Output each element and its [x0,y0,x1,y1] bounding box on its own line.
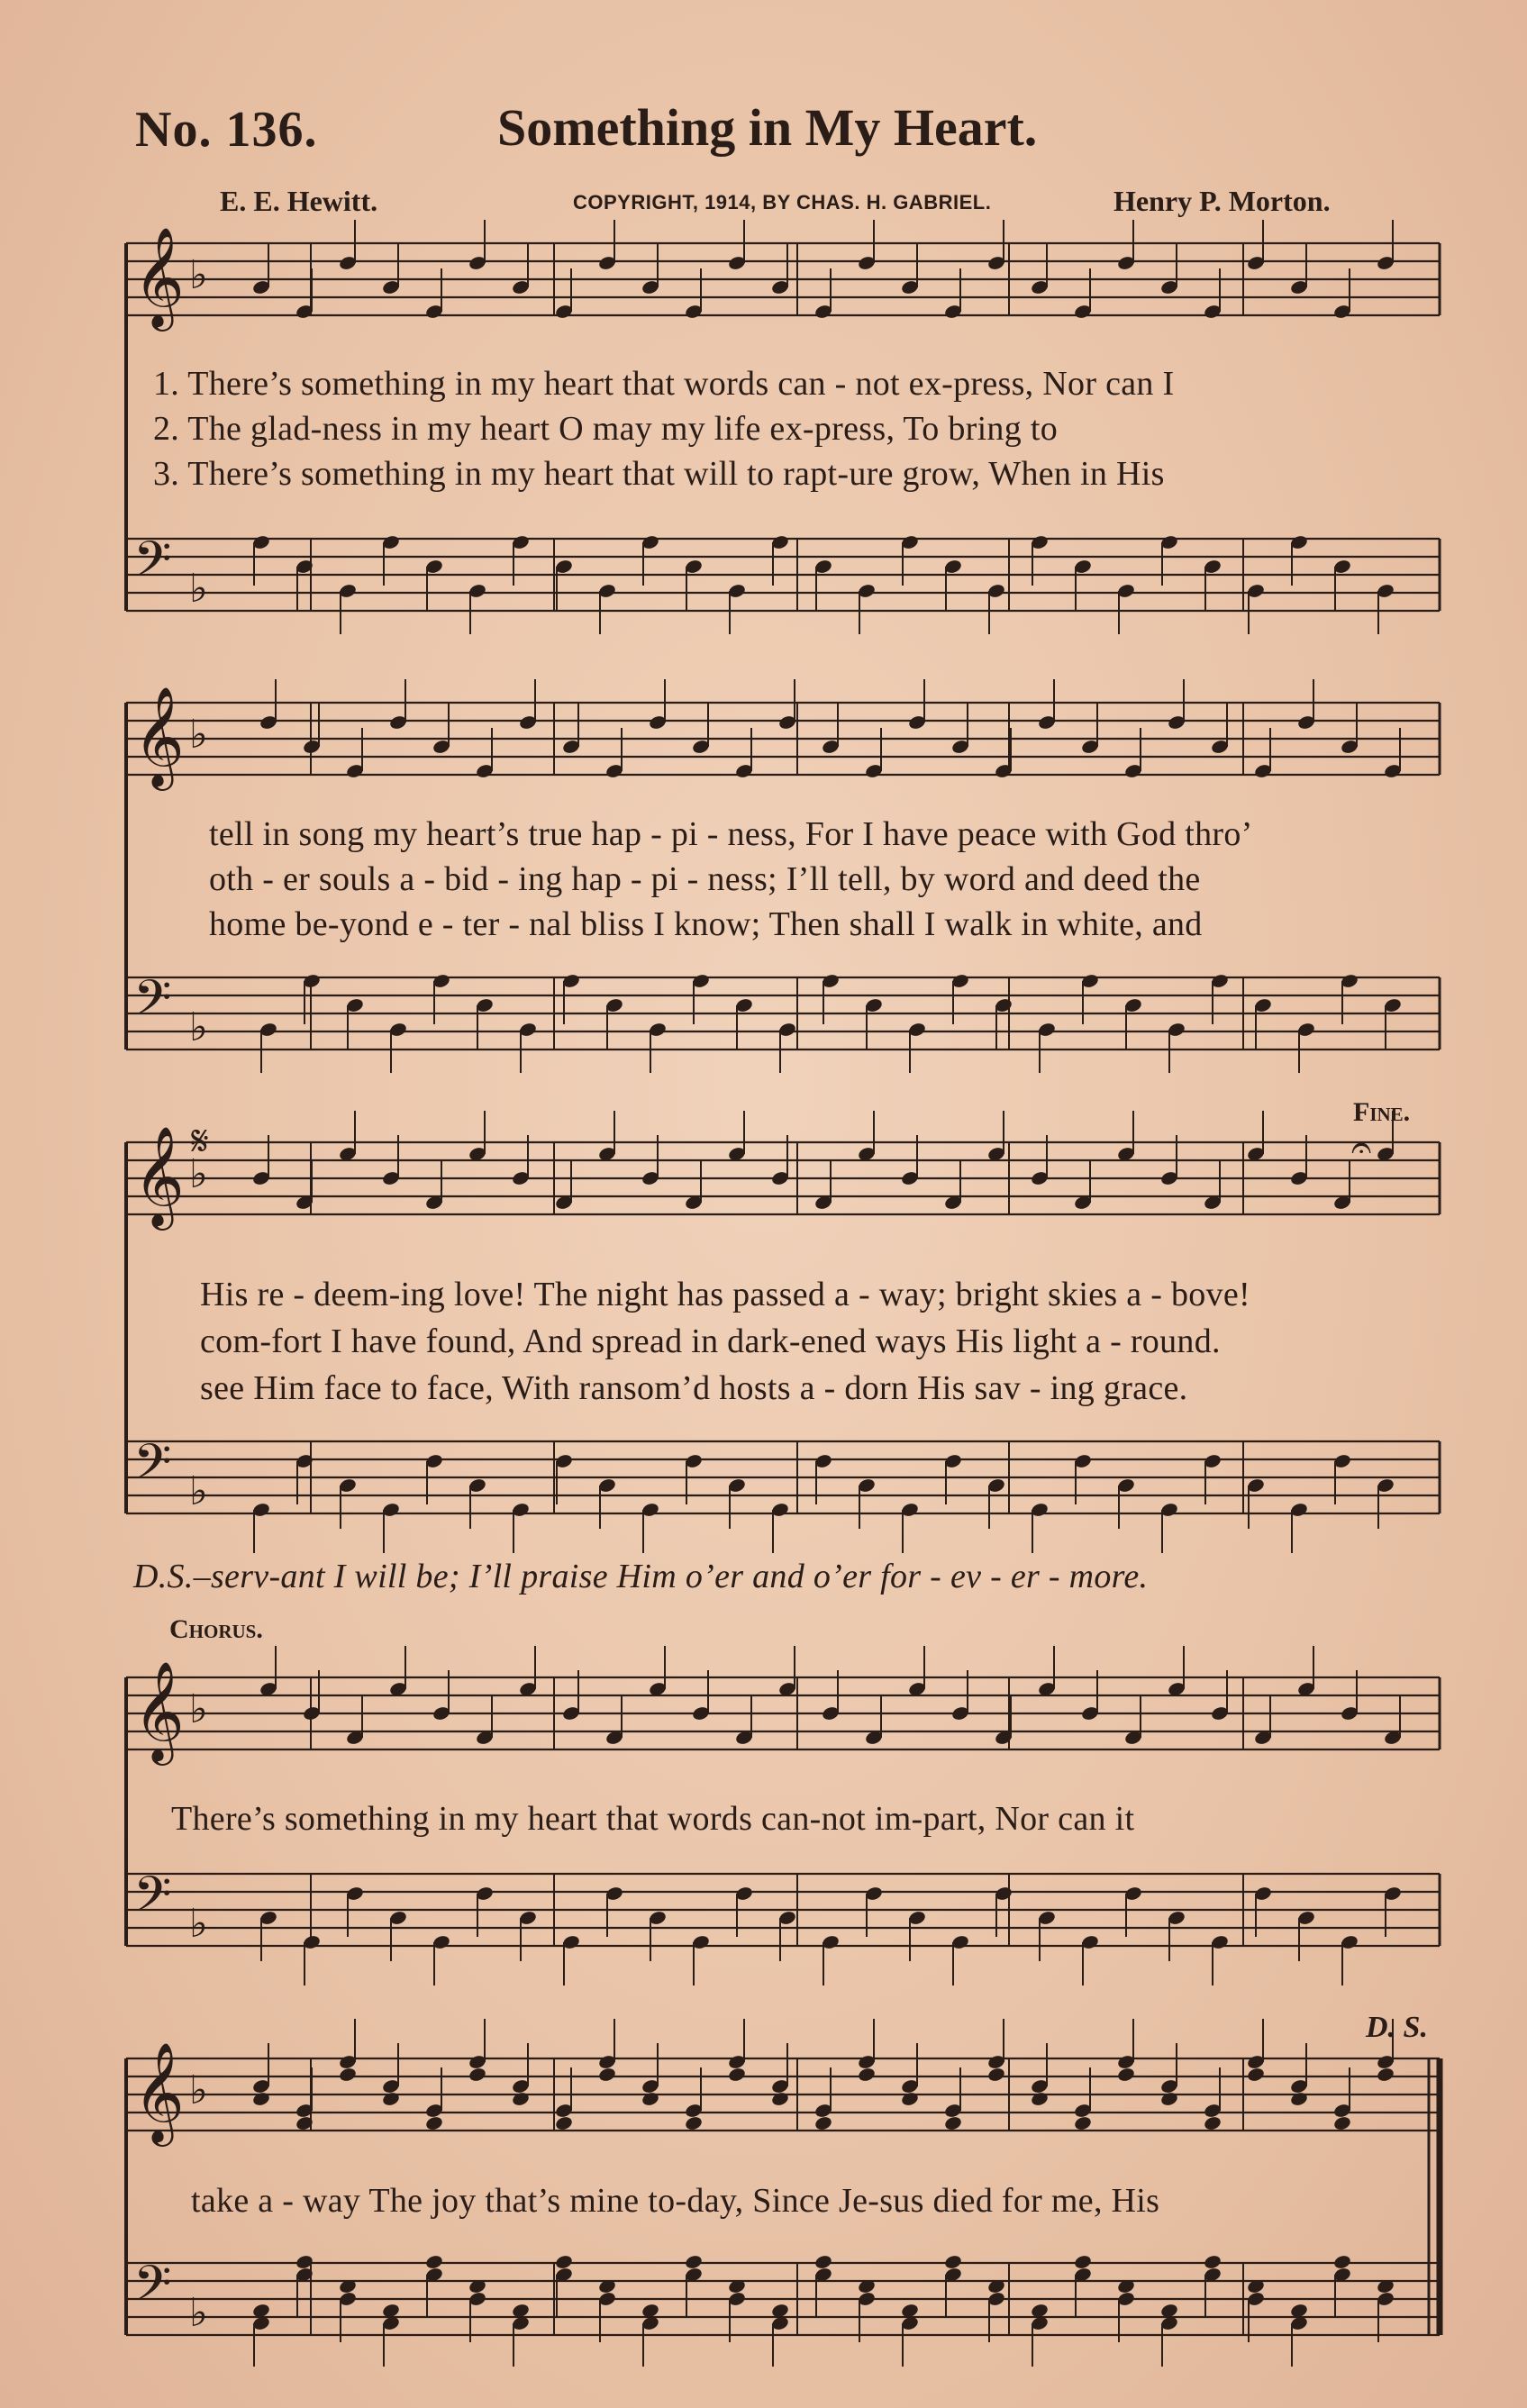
lyric-line-s1-v3: 3. There’s something in my heart that will to rapt-ure grow, When in His [153,455,1165,493]
note-head [1376,2067,1395,2083]
note-head [813,2115,832,2131]
note-head [684,2115,703,2131]
note-head [1159,2091,1178,2107]
flat-key-signature-icon: ♭ [189,252,208,298]
lyric-line-s3-v3: see Him face to face, With ransom’d hosts a - dorn His sav - ing grace. [200,1369,1188,1407]
note-head [381,2091,400,2107]
note-head [468,2067,486,2083]
bass-clef-icon: 𝄢 [133,531,172,600]
lyric-line-s3-v1: His re - deem-ing love! The night has passed a - way; bright skies a - bove! [200,1276,1251,1313]
flat-key-signature-icon: ♭ [189,2290,208,2336]
segno-sign: 𝄋 [191,1118,209,1164]
note-head [727,2067,746,2083]
note-head [554,2115,573,2131]
bass-clef-icon: 𝄢 [133,1433,172,1503]
note-head [1073,2254,1092,2270]
note-head [511,2091,530,2107]
note-head [1116,2067,1135,2083]
chorus-lyric-line-2: take a - way The joy that’s mine to-day, Since Je-sus died for me, His [191,2182,1160,2220]
note-head [813,2254,832,2270]
note-head [424,2254,443,2270]
composer-credit: Henry P. Morton. [1113,185,1331,217]
note-head [943,2115,962,2131]
bass-clef-icon: 𝄢 [133,2255,172,2324]
fermata-sign: 𝄐 [1351,1127,1372,1168]
note-head [1203,2254,1222,2270]
flat-key-signature-icon: ♭ [189,1901,208,1947]
lyric-line-s1-v1: 1. There’s something in my heart that words can - not ex-press, Nor can I [153,365,1175,403]
chorus-label: Chorus. [169,1614,263,1644]
note-head [857,2067,876,2083]
flat-key-signature-icon: ♭ [189,1686,208,1732]
note-head [1332,2254,1351,2270]
note-head [1332,2115,1351,2131]
chorus-lyric-line-1: There’s something in my heart that words can-not im-part, Nor can it [171,1800,1135,1838]
bass-clef-icon: 𝄢 [133,969,172,1039]
treble-clef-icon: 𝄞 [133,686,185,786]
copyright-notice: COPYRIGHT, 1914, BY CHAS. H. GABRIEL. [573,191,992,214]
flat-key-signature-icon: ♭ [189,2067,208,2113]
treble-clef-icon: 𝄞 [133,1660,185,1761]
note-head [1246,2067,1265,2083]
treble-clef-icon: 𝄞 [133,2041,185,2142]
lyricist-credit: E. E. Hewitt. [220,185,378,217]
flat-key-signature-icon: ♭ [189,566,208,612]
note-head [338,2067,357,2083]
note-head [770,2091,789,2107]
note-head [597,2067,616,2083]
lyric-line-s2-v1: tell in song my heart’s true hap - pi - ness, For I have peace with God thro’ [209,815,1253,853]
note-head [251,2091,270,2107]
note-head [554,2254,573,2270]
lyric-line-s2-v2: oth - er souls a - bid - ing hap - pi - ness; I’ll tell, by word and deed the [209,860,1201,898]
treble-clef-icon: 𝄞 [133,226,185,327]
flat-key-signature-icon: ♭ [189,1004,208,1050]
note-head [684,2254,703,2270]
note-head [900,2091,919,2107]
note-head [943,2254,962,2270]
ds-marking: D. S. [1366,2011,1428,2044]
fine-marking: Fine. [1353,1097,1411,1127]
flat-key-signature-icon: ♭ [189,712,208,758]
ds-lyric-line: D.S.–serv-ant I will be; I’ll praise Him o’er and o’er for - ev - er - more. [133,1558,1149,1595]
note-head [1073,2115,1092,2131]
note-head [641,2091,659,2107]
note-head [1203,2115,1222,2131]
note-head [1289,2091,1308,2107]
note-head [424,2115,443,2131]
hymn-title: Something in My Heart. [497,98,1038,157]
lyric-line-s1-v2: 2. The glad-ness in my heart O may my life ex-press, To bring to [153,410,1058,448]
flat-key-signature-icon: ♭ [189,1151,208,1197]
flat-key-signature-icon: ♭ [189,1468,208,1514]
note-head [1030,2091,1049,2107]
note-head [986,2067,1005,2083]
lyric-line-s2-v3: home be-yond e - ter - nal bliss I know; Then shall I walk in white, and [209,905,1203,943]
lyric-line-s3-v2: com-fort I have found, And spread in dark-ened ways His light a - round. [200,1322,1221,1360]
treble-clef-icon: 𝄞 [133,1125,185,1226]
bass-clef-icon: 𝄢 [133,1866,172,1935]
hymn-number: No. 136. [135,102,318,158]
